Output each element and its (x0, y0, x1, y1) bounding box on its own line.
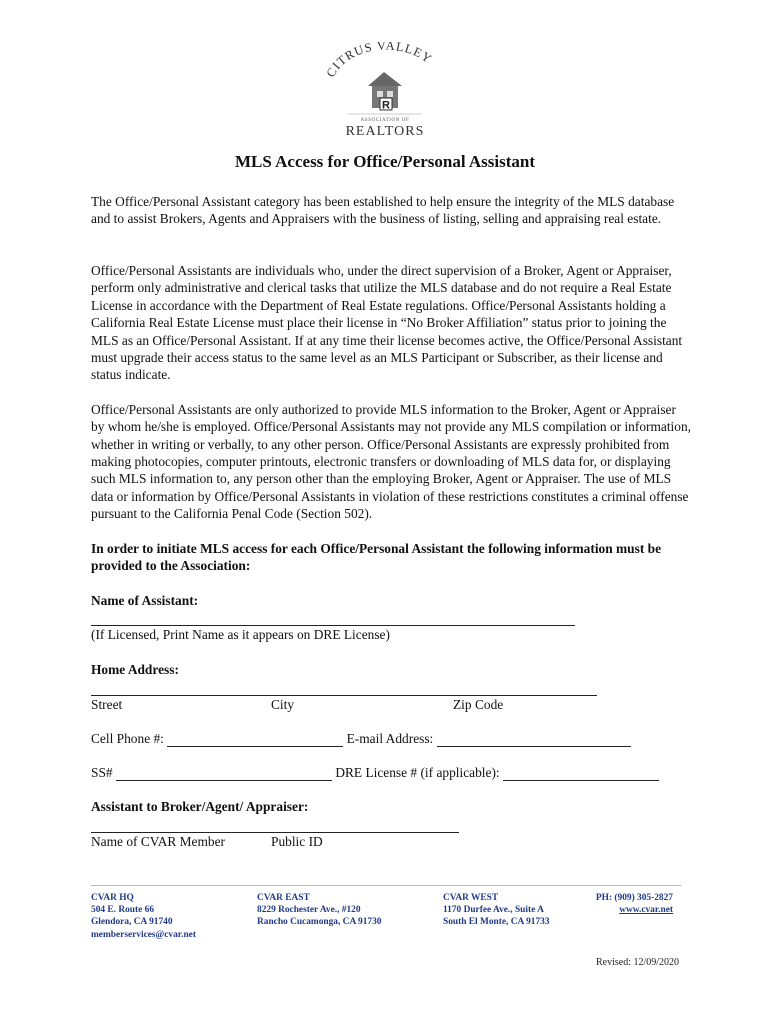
instruction-paragraph: In order to initiate MLS access for each Office/Personal Assistant the following information must be provided to the Association: (91, 540, 662, 574)
footer (91, 885, 681, 940)
east-street: 8229 Rochester Ave., #120 (257, 905, 361, 916)
website-link[interactable]: www.cvar.net (619, 905, 673, 916)
city-caption: City (271, 696, 295, 712)
zip-caption: Zip Code (453, 696, 504, 712)
hq-name: CVAR HQ (91, 893, 134, 903)
revised-date: Revised: 12/09/2020 (596, 957, 680, 968)
ss-label: SS# (91, 764, 113, 780)
logo-assoc-text: ASSOCIATION OF (360, 118, 410, 123)
east-name: CVAR EAST (257, 893, 310, 903)
broker-label: Assistant to Broker/Agent/ Appraiser: (91, 799, 309, 815)
assistant-name-hint: (If Licensed, Print Name as it appears on DRE License) (91, 627, 390, 643)
logo-r-letter: R (382, 99, 390, 112)
broker-field[interactable] (91, 818, 459, 833)
ss-field[interactable] (116, 766, 332, 781)
intro-paragraph: The Office/Personal Assistant category has been established to help ensure the integrity of the MLS database and to assist Brokers, Agents and Appraisers with the business of listing, selling and appraising real estate. (91, 194, 675, 227)
hq-email[interactable]: memberservices@cvar.net (91, 929, 196, 940)
member-name-caption: Name of CVAR Member (91, 834, 226, 850)
logo-realtors-text: REALTORS (345, 124, 425, 138)
public-id-caption: Public ID (271, 834, 323, 850)
west-street: 1170 Durfee Ave., Suite A (443, 905, 544, 916)
dre-license-label: DRE License # (if applicable): (335, 764, 500, 780)
footer-east (257, 892, 382, 929)
phone-number: PH: (909) 305-2827 (595, 893, 673, 903)
cvar-logo (318, 42, 452, 138)
footer-contact (591, 892, 673, 916)
hq-street: 504 E. Route 66 (91, 905, 155, 916)
email-field[interactable] (437, 732, 631, 747)
home-address-field[interactable] (91, 681, 597, 696)
assistant-name-label: Name of Assistant: (91, 592, 199, 608)
restrictions-paragraph: Office/Personal Assistants are only authorized to provide MLS information to the Broker, Agent or Appraiser by whom he/she is employed. Office/Personal Assistants may not provide any MLS compilation or information, whether in writing or verbally, to any other person. Office/Personal Assistants are expressly prohibited from making photocopies, computer printouts, electronic transfers or downloading of MLS data for, or displaying such MLS information to, any person other than the employing Broker, Agent or Appraiser. The use of MLS data or information by Office/Personal Assistants in violation of these restrictions constitutes a criminal offense pursuant to the California Penal Code (Section 502). (91, 401, 692, 522)
street-caption: Street (91, 696, 123, 712)
home-address-label: Home Address: (91, 661, 179, 677)
east-city: Rancho Cucamonga, CA 91730 (257, 917, 382, 928)
dre-license-field[interactable] (503, 766, 659, 781)
west-name: CVAR WEST (443, 893, 499, 903)
house-logo-icon (318, 42, 452, 138)
page-title: MLS Access for Office/Personal Assistant (235, 152, 535, 171)
document-body (91, 193, 691, 850)
cell-phone-label: Cell Phone #: (91, 730, 164, 746)
cell-phone-field[interactable] (167, 732, 343, 747)
footer-west (443, 892, 550, 929)
logo-arc-text: CITRUS VALLEY (323, 42, 435, 80)
email-label: E-mail Address: (346, 730, 434, 746)
assistant-name-field[interactable] (91, 611, 575, 626)
footer-hq (91, 892, 196, 941)
hq-city: Glendora, CA 91740 (91, 917, 173, 928)
definition-paragraph: Office/Personal Assistants are individuals who, under the direct supervision of a Broker, Agent or Appraiser, perform only administrative and clerical tasks that utilize the MLS database and do not require a Real Estate License in accordance with the Department of Real Estate regulations. Office/Personal Assistants holding a California Real Estate License must place their license in “No Broker Affiliation” status prior to joining the MLS as an Office/Personal Assistant. If at any time their license becomes active, the Office/Personal Assistant must upgrade their access status to the same level as an MLS Participant or Subscriber, as their license and status indicate. (91, 263, 683, 383)
west-city: South El Monte, CA 91733 (443, 917, 550, 928)
